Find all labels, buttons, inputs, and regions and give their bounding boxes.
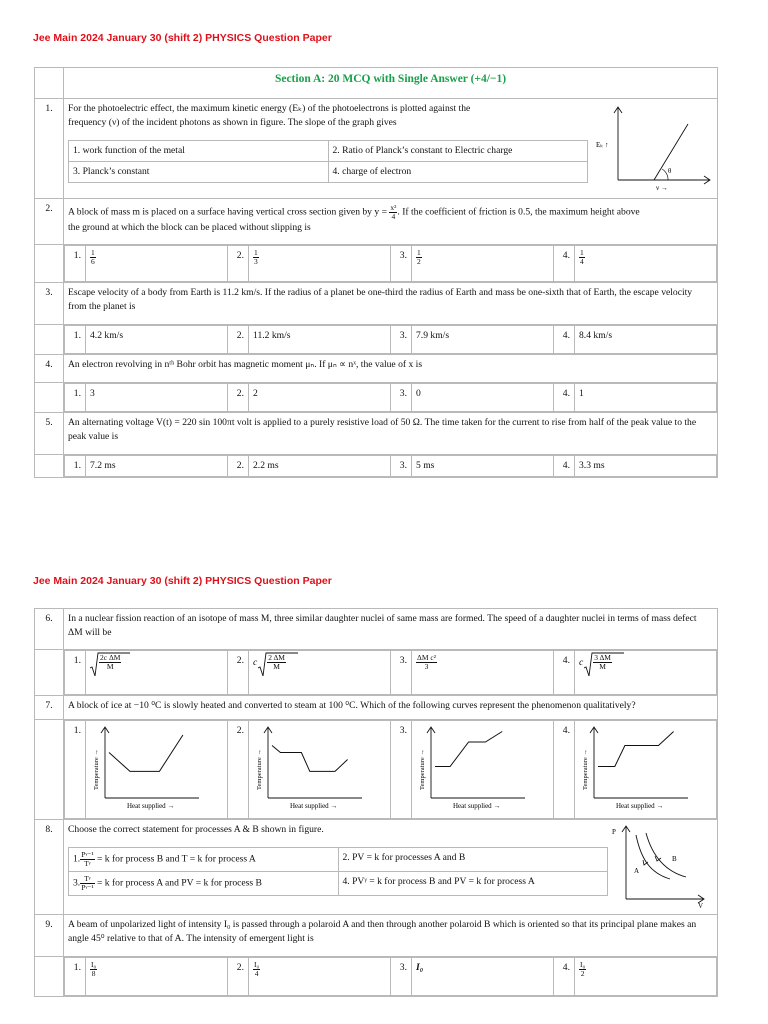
fraction: $\frac{\text{ΔM c²}}{3}$ <box>417 653 436 671</box>
option-number: 4. <box>554 246 575 282</box>
question-text: the ground at which the block can be placed without slipping is <box>68 222 311 233</box>
question-number: 4. <box>35 355 64 383</box>
option-3[interactable]: 7.9 km/s <box>412 326 554 354</box>
fraction: $\frac{\text{I₀}}{2}$ <box>580 960 586 978</box>
option-1[interactable]: 1. $\frac{\text{Pᵞ⁻¹}}{\text{Tᵞ}}$ = k for process B and T = k for process A <box>69 848 339 872</box>
temperature-curve <box>272 746 348 772</box>
x-axis-label: Heat supplied → <box>127 802 175 810</box>
option-number: 1. <box>65 326 86 354</box>
fraction: $\frac{2 \Delta M}{M}$ <box>268 653 285 671</box>
option-3[interactable]: 3. $\frac{\text{Tᵞ}}{\text{Pᵞ⁻¹}}$ = k for process A and PV = k for process B <box>69 872 339 896</box>
radical-sign <box>90 652 130 678</box>
fraction: $\frac{\text{2c ΔM}}{M}$ <box>100 653 121 671</box>
option-number: 4. <box>554 326 575 354</box>
y-axis-label: Eₖ ↑ <box>596 141 609 149</box>
option-2[interactable]: 2.2 ms <box>249 456 391 477</box>
option-1[interactable]: 4.2 km/s <box>86 326 228 354</box>
options-row <box>64 650 717 695</box>
page-header: Jee Main 2024 January 30 (shift 2) PHYSICS Question Paper <box>33 32 332 44</box>
heating-curve-graph <box>576 722 701 812</box>
question-table-page-2 <box>34 608 718 997</box>
question-number: 7. <box>35 696 64 720</box>
option-1[interactable]: 3 <box>86 384 228 412</box>
option-number: 4. <box>554 958 575 996</box>
temperature-curve <box>109 735 183 771</box>
option-4[interactable]: 3.3 ms <box>575 456 717 477</box>
option-number: 3. <box>391 456 412 477</box>
options-row <box>64 245 717 282</box>
question-8 <box>64 820 718 915</box>
question-number: 1. <box>35 99 64 199</box>
option-number: 1. <box>65 721 86 819</box>
option-3[interactable] <box>412 651 554 695</box>
question-number: 3. <box>35 283 64 325</box>
option-1[interactable] <box>86 958 228 996</box>
option-number: 2. <box>228 246 249 282</box>
option-3[interactable]: I₀ <box>412 958 554 996</box>
square-root <box>90 654 121 671</box>
question-text: . If the coefficient of friction is 0.5, the maximum height above <box>397 206 640 218</box>
pv-diagram-figure <box>608 823 713 908</box>
option-3[interactable]: $\frac{1}{2}$ <box>412 246 554 282</box>
option-4[interactable] <box>575 958 717 996</box>
options-row <box>64 455 717 477</box>
v-axis-label: V <box>698 902 704 908</box>
option-2[interactable]: c $\frac{2 \Delta M}{M}$ <box>249 651 391 695</box>
option-number: 3. <box>391 651 412 695</box>
option-2[interactable]: 11.2 km/s <box>249 326 391 354</box>
x-axis-label: ν → <box>656 184 668 192</box>
option-number: 1. <box>65 958 86 996</box>
fraction: $\frac{3 \Delta M}{M}$ <box>594 653 611 671</box>
option-1[interactable]: 1. work function of the metal <box>69 141 329 162</box>
radical-sign <box>258 652 298 678</box>
option-4[interactable]: 1 <box>575 384 717 412</box>
question-1 <box>64 99 718 199</box>
option-number: 1. <box>65 456 86 477</box>
temperature-curve <box>598 732 674 767</box>
options-row <box>64 720 717 819</box>
option-3[interactable] <box>412 721 554 819</box>
question-number: 2. <box>35 199 64 245</box>
p-axis-label: P <box>612 828 616 836</box>
option-2[interactable]: 2 <box>249 384 391 412</box>
question-text: For the photoelectric effect, the maximum kinetic energy (Eₖ) of the photoelectrons is plotted against the <box>68 103 471 114</box>
option-1[interactable] <box>86 721 228 819</box>
square-root <box>584 654 612 671</box>
question-number: 9. <box>35 915 64 957</box>
question-text: A block of mass m is placed on a surface having vertical cross section given by y = <box>68 206 387 218</box>
option-number: 1. <box>65 246 86 282</box>
option-1[interactable]: $\frac{1}{6}$ <box>86 246 228 282</box>
question-text: frequency (ν) of the incident photons as shown in figure. The slope of the graph gives <box>68 117 397 128</box>
question-text: In a nuclear fission reaction of an isotope of mass M, three similar daughter nuclei of same mass are formed. The speed of a daughter nuclei in terms of mass defect ΔM will be <box>64 609 718 650</box>
curve-a-label: A <box>634 867 640 875</box>
question-text: A beam of unpolarized light of intensity I₀ is passed through a polaroid A and then through another polaroid B which is oriented so that its principal plane makes an angle 45⁰ relative to that of A. The intensity of emergent light is <box>64 915 718 957</box>
option-4[interactable]: 8.4 km/s <box>575 326 717 354</box>
question-text: Escape velocity of a body from Earth is 11.2 km/s. If the radius of a planet be one-third the radius of Earth and mass be one-sixth that of Earth, the escape velocity from the planet is <box>64 283 718 325</box>
option-3[interactable]: 3. Planck’s constant <box>69 162 329 183</box>
heating-curve-graph <box>413 722 538 812</box>
option-number: 4. <box>554 456 575 477</box>
option-number: 3. <box>391 246 412 282</box>
option-number: 4. <box>554 384 575 412</box>
question-text: An alternating voltage V(t) = 220 sin 100πt volt is applied to a purely resistive load of 50 Ω. The time taken for the current to rise from half of the peak value to the peak value is <box>64 413 718 455</box>
option-number: 2. <box>228 651 249 695</box>
option-3[interactable]: 5 ms <box>412 456 554 477</box>
option-number: 1. <box>65 651 86 695</box>
curve-b-label: B <box>672 855 677 863</box>
option-4[interactable]: $\frac{1}{4}$ <box>575 246 717 282</box>
photoelectric-graph-figure <box>588 102 713 192</box>
y-axis-label: Temperature → <box>93 749 100 790</box>
option-2[interactable]: $\frac{1}{3}$ <box>249 246 391 282</box>
heating-curve-graph <box>87 722 212 812</box>
option-number: 2. <box>228 958 249 996</box>
radical-sign <box>584 652 624 678</box>
option-2[interactable] <box>249 958 391 996</box>
y-axis-label: Temperature → <box>419 749 426 790</box>
option-number: 4. <box>554 721 575 819</box>
option-4[interactable]: c $\frac{3 \Delta M}{M}$ <box>575 651 717 695</box>
fraction: $\frac{\text{I₀}}{8}$ <box>91 960 97 978</box>
square-root <box>258 654 286 671</box>
question-number: 5. <box>35 413 64 455</box>
x-axis-label: Heat supplied → <box>290 802 338 810</box>
options-row <box>64 383 717 412</box>
section-title: Section A: 20 MCQ with Single Answer (+4/−1) <box>64 68 718 99</box>
question-number: 6. <box>35 609 64 650</box>
option-3[interactable]: 0 <box>412 384 554 412</box>
option-number: 2. <box>228 721 249 819</box>
fraction: $\frac{\text{I₀}}{4}$ <box>254 960 260 978</box>
option-number: 2. <box>228 384 249 412</box>
y-axis-label: Temperature → <box>582 749 589 790</box>
option-number: 3. <box>391 721 412 819</box>
option-number: 3. <box>391 958 412 996</box>
option-2[interactable]: 2. Ratio of Planck’s constant to Electric charge <box>328 141 588 162</box>
option-1[interactable] <box>86 651 228 695</box>
option-4[interactable]: 4. PVᵞ = k for process B and PV = k for process A <box>338 872 608 896</box>
option-number: 4. <box>554 651 575 695</box>
question-2: A block of mass m is placed on a surface having vertical cross section given by y = $\frac{\text{x²}}{4}$ . If the coefficient of friction is 0.5, the maximum height above the ground at which the block can be placed without slipping is <box>64 199 718 245</box>
option-number: 1. <box>65 384 86 412</box>
option-1[interactable]: 7.2 ms <box>86 456 228 477</box>
heating-curve-graph <box>250 722 375 812</box>
option-4[interactable]: 4. charge of electron <box>328 162 588 183</box>
x-axis-label: Heat supplied → <box>616 802 664 810</box>
option-number: 2. <box>228 456 249 477</box>
question-text: Choose the correct statement for processes A & B shown in figure. <box>68 824 324 835</box>
theta-label: θ <box>668 167 672 175</box>
option-number: 3. <box>391 384 412 412</box>
question-number: 8. <box>35 820 64 915</box>
option-2[interactable] <box>249 721 391 819</box>
options-row <box>64 325 717 354</box>
y-axis-label: Temperature → <box>256 749 263 790</box>
temperature-curve <box>435 732 502 767</box>
x-axis-label: Heat supplied → <box>453 802 501 810</box>
question-text: An electron revolving in nᵗʰ Bohr orbit has magnetic moment μₙ. If μₙ ∝ nˣ, the value of x is <box>64 355 718 383</box>
option-4[interactable] <box>575 721 717 819</box>
options-row <box>64 957 717 996</box>
page-header: Jee Main 2024 January 30 (shift 2) PHYSICS Question Paper <box>33 575 332 587</box>
option-number: 2. <box>228 326 249 354</box>
question-table-page-1 <box>34 67 718 478</box>
question-text: A block of ice at −10 ⁰C is slowly heated and converted to steam at 100 ⁰C. Which of the following curves represent the phenomenon qualitatively? <box>64 696 718 720</box>
option-number: 3. <box>391 326 412 354</box>
option-2[interactable]: 2. PV = k for processes A and B <box>338 848 608 872</box>
